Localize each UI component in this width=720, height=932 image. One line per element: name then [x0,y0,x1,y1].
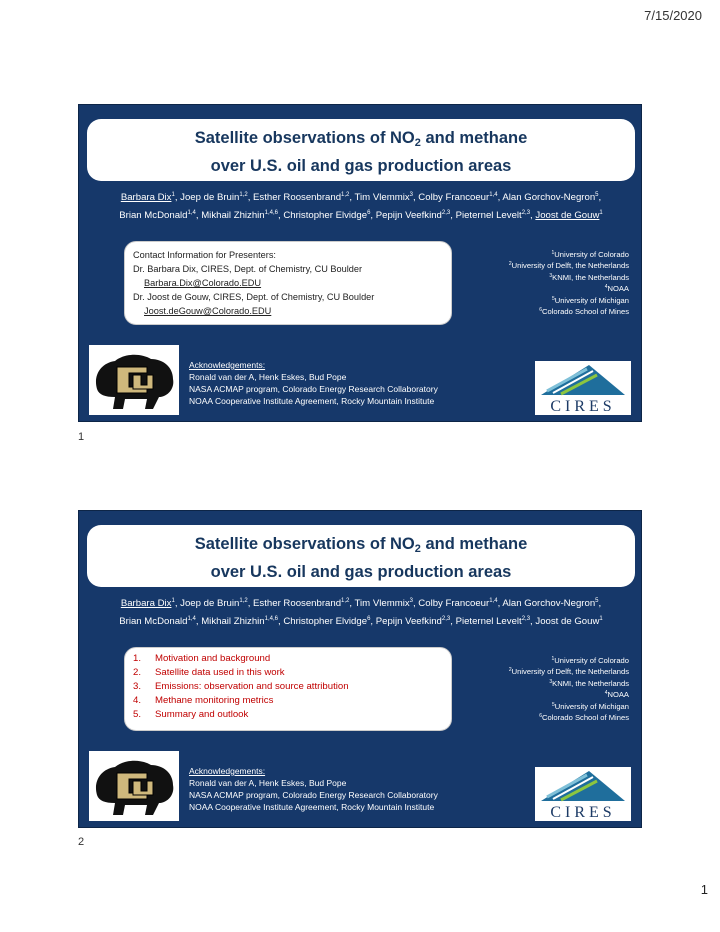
affiliations: $^1$University of Colorado $^2$University of Delft, the Netherlands $^3$KNMI, the Netherlands $^4$NOAA $^5$University of Michigan $^6$Colorado School of Mines [508,250,629,317]
svg-text:CIRES: CIRES [550,804,616,821]
cu-buffalo-icon [89,345,179,415]
author-list: Barbara Dix$^1$, Joep de Bruin$^{1,2}$, Esther Roosenbrand$^{1,2}$, Tim Vlemmix$^3$, Colby Francoeur$^{1,4}$, Alan Gorchov-Negron$^5$, Brian McDonald$^{1,4}$, Mikhail Zhizhin$^{1,4,6}$, Christopher Elvidge$^6$, Pepijn Veefkind$^{2,3}$, Pieternel Levelt$^{2,3}$, Joost de Gouw$^1$ [119,598,603,627]
page-number: 1 [700,882,708,897]
cires-logo [535,767,631,821]
slide-2 [78,510,642,828]
list-item: 3. Emissions: observation and source attribution [133,681,349,692]
print-date: 7/15/2020 [644,8,702,23]
slide-title: Satellite observations of $NO_2$ and methane over U.S. oil and gas production areas [87,525,635,587]
cires-logo [535,361,631,415]
list-item: 1. Motivation and background [133,653,271,664]
acknowledgements: Acknowledgements: Ronald van der A, Henk Eskes, Bud Pope NASA ACMAP program, Colorado Energy Research Collaboratory NOAA Cooperative Institute Agreement, Rocky Mountain Institute [189,766,438,812]
author-list: Barbara Dix$^1$, Joep de Bruin$^{1,2}$, Esther Roosenbrand$^{1,2}$, Tim Vlemmix$^3$, Colby Francoeur$^{1,4}$, Alan Gorchov-Negron$^5$, Brian McDonald$^{1,4}$, Mikhail Zhizhin$^{1,4,6}$, Christopher Elvidge$^6$, Pepijn Veefkind$^{2,3}$, Pieternel Levelt$^{2,3}$, Joost de Gouw$^1$ [119,192,603,221]
list-item: 5. Summary and outlook [133,709,249,720]
outline-box [124,647,452,731]
list-item: 4. Methane monitoring metrics [133,695,274,706]
slide-1 [78,104,642,422]
slide-title: Satellite observations of $NO_2$ and methane over U.S. oil and gas production areas [87,119,635,181]
slide-number: 1 [78,431,85,443]
svg-text:CIRES: CIRES [550,398,616,415]
slide-number: 2 [78,836,85,848]
cu-buffalo-icon [89,751,179,821]
email-link[interactable]: Joost.deGouw@Colorado.EDU [144,306,272,316]
list-item: 2. Satellite data used in this work [133,667,285,678]
email-link[interactable]: Barbara.Dix@Colorado.EDU [144,278,262,288]
acknowledgements: Acknowledgements: Ronald van der A, Henk Eskes, Bud Pope NASA ACMAP program, Colorado Energy Research Collaboratory NOAA Cooperative Institute Agreement, Rocky Mountain Institute [189,360,438,406]
affiliations: $^1$University of Colorado $^2$University of Delft, the Netherlands $^3$KNMI, the Netherlands $^4$NOAA $^5$University of Michigan $^6$Colorado School of Mines [508,656,629,723]
contact-info-box: Contact Information for Presenters: Dr. Barbara Dix, CIRES, Dept. of Chemistry, CU Boulder Barbara.Dix@Colorado.EDU Dr. Joost de Gouw, CIRES, Dept. of Chemistry, CU Boulder Joost.deGouw@Colorado.EDU [124,241,452,325]
